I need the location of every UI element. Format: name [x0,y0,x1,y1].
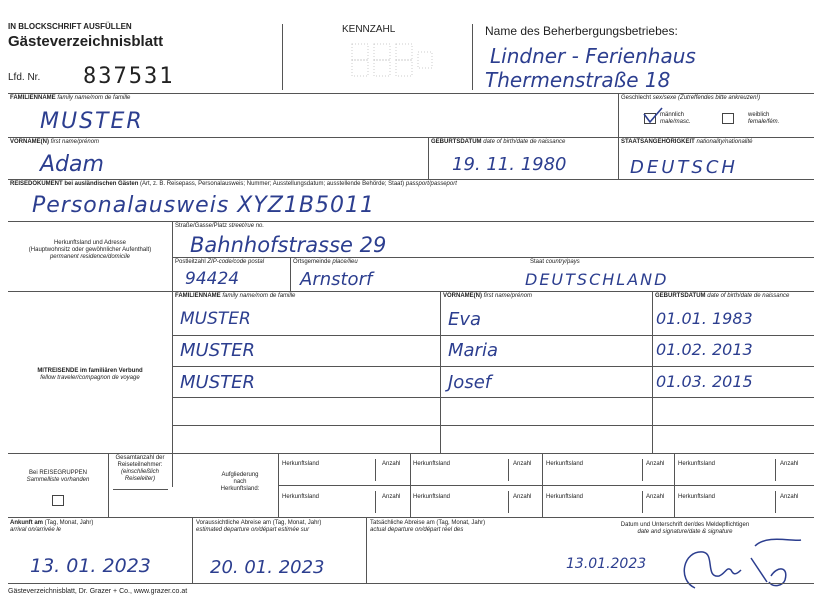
companion-3-first[interactable]: Josef [448,372,492,393]
zip-label: Postleitzahl ZIP-code/code postal [175,259,265,265]
betrieb-name: Lindner - Ferienhaus [490,44,696,68]
table-row [172,425,814,426]
actual-departure-label: Tatsächliche Abreise am (Tag, Monat, Jahr) actual departure on/départ réel des [370,520,486,533]
place-value[interactable]: Arnstorf [300,269,373,290]
groups-total-label: Gesamtanzahl der Reiseteilnehmer: (einschließlich Reiseleiter) [115,455,165,482]
address-side-label: Herkunftsland und Adresse (Hauptwohnsitz oder gewöhnlicher Aufenthalt) permanent residence/domicile [28,240,152,260]
groups-checkbox[interactable] [52,495,64,506]
companion-3-family[interactable]: MUSTER [180,372,256,393]
companion-2-first[interactable]: Maria [448,340,498,361]
country-value[interactable]: DEUTSCHLAND [525,270,669,289]
signature-date[interactable]: 13.01.2023 [566,556,647,572]
dob-label: GEBURTSDATUM date of birth/date de naissance [431,139,566,145]
betrieb-label: Name des Beherbergungsbetriebes: [485,24,678,38]
document-value[interactable]: Personalausweis XYZ1B5011 [32,193,375,218]
planned-departure-label: Voraussichtliche Abreise am (Tag, Monat, Jahr) estimated departure on/départ estimée sur [196,520,322,533]
companions-first-col-label: VORNAME(N) first name/prénom [443,293,533,299]
family-name-label: FAMILIENNAME family name/nom de famille [10,95,131,101]
female-checkbox[interactable] [722,113,734,124]
groups-breakdown-label: Aufgliederung nach Herkunftsland: [220,472,260,492]
herkunft-label: Herkunftsland [282,461,320,467]
herkunft-label: Herkunftsland [413,461,451,467]
betrieb-address: Thermenstraße 18 [485,68,671,92]
signature-label: Datum und Unterschrift der/des Meldepflichtigen date and signature/date & signature [620,522,750,535]
zip-value[interactable]: 94424 [185,269,240,289]
first-name-label: VORNAME(N) first name/prénom [10,139,100,145]
companions-side-label: MITREISENDE im familiären Verbund fellow traveler/compagnon de voyage [37,368,143,381]
herkunft-label: Herkunftsland [678,494,716,500]
anzahl-label: Anzahl [780,461,799,467]
companions-family-col-label: FAMILIENNAME family name/nom de famille [175,293,296,299]
herkunft-label: Herkunftsland [546,494,584,500]
anzahl-label: Anzahl [646,461,665,467]
companion-1-dob[interactable]: 01.01. 1983 [656,309,753,328]
kennzahl-label: KENNZAHL [342,24,396,35]
companion-2-dob[interactable]: 01.02. 2013 [656,340,753,359]
street-label: Straße/Gasse/Platz street/rue no. [175,223,265,229]
street-value[interactable]: Bahnhofstrasse 29 [190,233,387,257]
kennzahl-stamp-dots [348,40,438,80]
male-label: männlich male/masc. [660,112,691,125]
anzahl-label: Anzahl [513,461,532,467]
place-label: Ortsgemeinde place/lieu [293,259,358,265]
gender-label: Geschlecht sex/sexe (Zutreffendes bitte ankreuzen!) [621,95,761,101]
companion-1-first[interactable]: Eva [448,309,482,330]
anzahl-label: Anzahl [382,494,401,500]
arrival-value[interactable]: 13. 01. 2023 [30,555,151,577]
signature-mark [655,536,805,596]
footer-publisher: Gästeverzeichnisblatt, Dr. Grazer + Co., www.grazer.co.at [8,588,188,595]
anzahl-label: Anzahl [780,494,799,500]
document-label: REISEDOKUMENT bei ausländischen Gästen (Art, z. B. Reisepass, Personalausweis; Nummer; Ausstellungsdatum; ausstellende Behörde; Staat) passport/passeport [10,181,457,187]
first-name-value[interactable]: Adam [40,152,104,177]
companion-1-family[interactable]: MUSTER [180,309,251,329]
nationality-label: STAATSANGEHÖRIGKEIT nationality/nationalité [621,139,753,145]
female-label: weiblich female/fém. [748,112,780,125]
herkunft-label: Herkunftsland [546,461,584,467]
groups-label: Bei REISEGRUPPEN Sammelliste vorhanden [26,470,90,483]
herkunft-label: Herkunftsland [413,494,451,500]
companions-dob-col-label: GEBURTSDATUM date of birth/date de naissance [655,293,790,299]
companion-3-dob[interactable]: 01.03. 2015 [656,372,753,391]
dob-value[interactable]: 19. 11. 1980 [452,154,567,175]
lfd-number: 837531 [83,64,175,89]
arrival-label: Ankunft am (Tag, Monat, Jahr) arrival on/arrivée le [10,520,94,533]
nationality-value[interactable]: DEUTSCH [630,157,738,178]
anzahl-label: Anzahl [646,494,665,500]
family-name-value[interactable]: MUSTER [40,109,144,134]
form-instruction: IN BLOCKSCHRIFT AUSFÜLLEN [8,22,132,31]
herkunft-label: Herkunftsland [282,494,320,500]
planned-departure-value[interactable]: 20. 01. 2023 [210,557,325,578]
companion-2-family[interactable]: MUSTER [180,340,256,361]
herkunft-label: Herkunftsland [678,461,716,467]
country-label: Staat country/pays [530,259,580,265]
form-title: Gästeverzeichnisblatt [8,33,164,50]
anzahl-label: Anzahl [513,494,532,500]
anzahl-label: Anzahl [382,461,401,467]
lfd-label: Lfd. Nr. [8,72,41,83]
